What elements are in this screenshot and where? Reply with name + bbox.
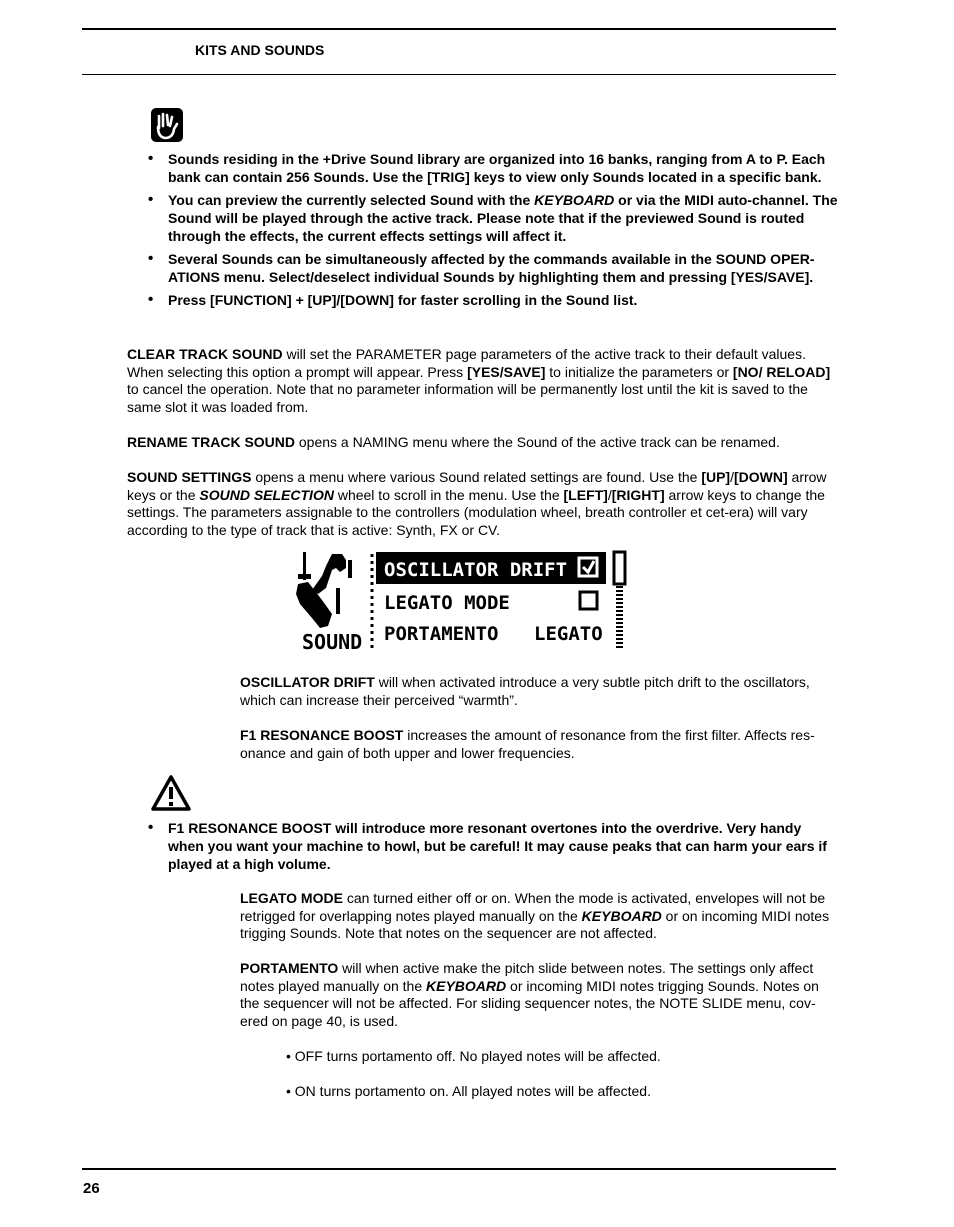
warning-icon <box>150 774 192 812</box>
sound-settings-paragraph: SOUND SETTINGS opens a menu where various Sound related settings are found. Use the [UP]/[DOWN] arrow keys or the SOUND SELECTION wheel to scroll in the menu. Use the [LEFT]/[RIGHT] arrow keys to change the settings. The parameters assignable to the controllers (modulation wheel, breath controller et cet-era) will vary according to the type of track that is active: Synth, FX or CV. <box>127 469 827 538</box>
lcd-checkbox-unchecked <box>580 592 597 609</box>
f1-boost-paragraph: F1 RESONANCE BOOST increases the amount of resonance from the first filter. Affects res-onance and gain of both upper and lower frequencies. <box>240 727 815 761</box>
tips-list <box>148 150 838 314</box>
tip-item: • Sounds residing in the +Drive Sound library are organized into 16 banks, ranging from A to P. Each bank can contain 256 Sounds. Use the [TRIG] keys to view only Sounds located in a specific bank. <box>148 150 838 186</box>
tip-item: • Press [FUNCTION] + [UP]/[DOWN] for faster scrolling in the Sound list. <box>148 291 838 309</box>
legato-paragraph: LEGATO MODE can turned either off or on. When the mode is activated, envelopes will not be retrigged for overlapping notes played manually on the KEYBOARD or on incoming MIDI notes trigging Sounds. Note that notes on the sequencer are not affected. <box>240 890 830 942</box>
portamento-paragraph: PORTAMENTO will when active make the pitch slide between notes. The settings only affect notes played manually on the KEYBOARD or incoming MIDI notes trigging Sounds. Notes on the sequencer will not be affected. For sliding sequencer notes, the NOTE SLIDE menu, cov-ered on page 40, is used. <box>240 960 819 1029</box>
note-hand-icon <box>150 107 184 143</box>
warning-item: • F1 RESONANCE BOOST will introduce more resonant overtones into the overdrive. Very handy when you want your machine to howl, but be careful! It may cause peaks that can harm your ears if played at a high volume. <box>148 819 838 873</box>
lcd-menu-label: SOUND <box>302 630 363 654</box>
top-rule <box>82 28 836 30</box>
tip-item: • Several Sounds can be simultaneously affected by the commands available in the SOUND OPER-ATIONS menu. Select/deselect individual Sounds by highlighting them and pressing [YES/SAVE]. <box>148 250 838 286</box>
lcd-screen <box>292 548 632 654</box>
warning-list <box>148 819 838 878</box>
lcd-portamento-value: LEGATO <box>534 623 603 645</box>
footer-rule <box>82 1168 836 1170</box>
portamento-on-option: • ON turns portamento on. All played notes will be affected. <box>286 1083 651 1099</box>
lcd-scrollbar <box>614 552 625 648</box>
lcd-row-portamento: PORTAMENTO <box>384 623 499 645</box>
header-rule <box>82 74 836 75</box>
clear-track-paragraph: CLEAR TRACK SOUND will set the PARAMETER page parameters of the active track to their default values. When selecting this option a prompt will appear. Press [YES/SAVE] to initialize the parameters or [NO/ RELOAD] to cancel the operation. Note that no parameter information will be permanently lost until the kit is saved to the same slot it was loaded from. <box>127 346 831 415</box>
portamento-off-option: • OFF turns portamento off. No played notes will be affected. <box>286 1048 661 1064</box>
lcd-row-oscillator-drift: OSCILLATOR DRIFT <box>384 559 568 581</box>
page-number: 26 <box>83 1180 100 1197</box>
section-header: KITS AND SOUNDS <box>195 42 325 58</box>
rename-paragraph: RENAME TRACK SOUND opens a NAMING menu where the Sound of the active track can be renamed. <box>127 434 780 450</box>
osc-drift-paragraph: OSCILLATOR DRIFT will when activated introduce a very subtle pitch drift to the oscillators, which can increase their perceived “warmth”. <box>240 674 810 708</box>
lcd-row-legato-mode: LEGATO MODE <box>384 592 510 614</box>
sound-tools-icon <box>296 552 352 628</box>
tip-item: • You can preview the currently selected Sound with the KEYBOARD or via the MIDI auto-channel. The Sound will be played through the active track. Please note that if the previewed Sound is routed through the effects, the current effects settings will affect it. <box>148 191 838 245</box>
